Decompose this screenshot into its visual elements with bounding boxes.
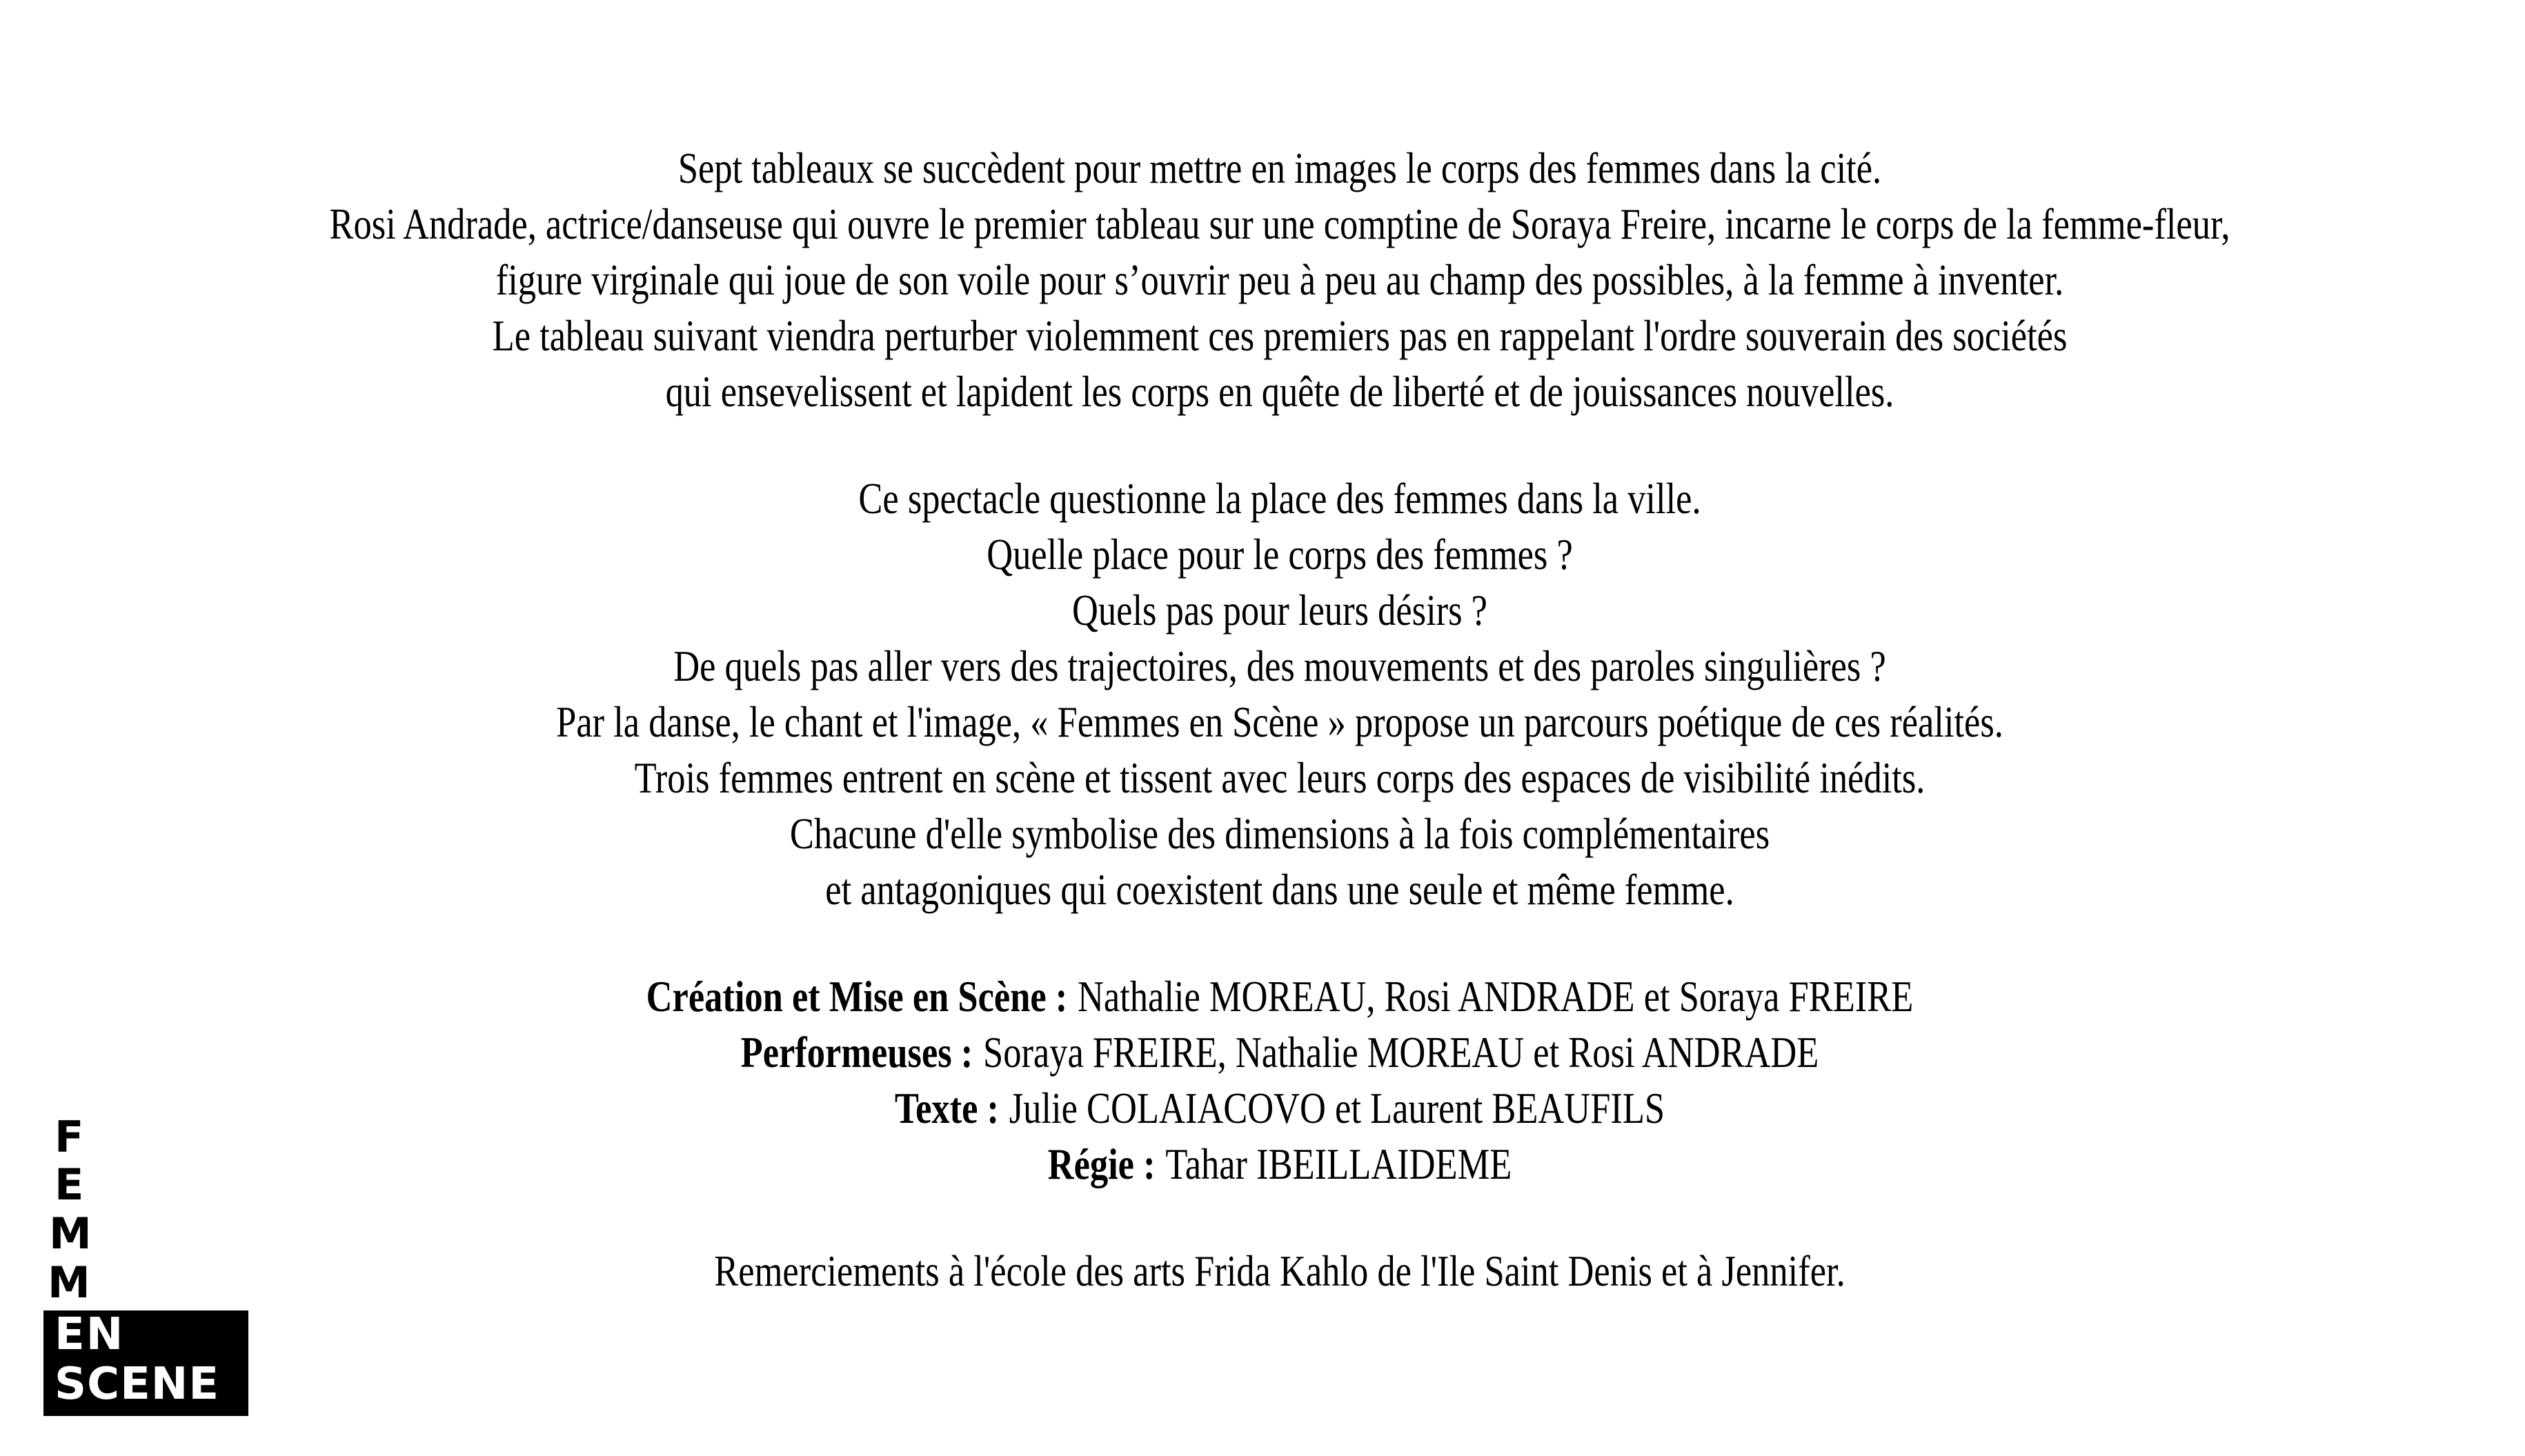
credit-value: Tahar IBEILLAIDEME bbox=[1165, 1139, 1512, 1188]
credit-label: Texte : bbox=[894, 1084, 999, 1133]
credits-block bbox=[287, 968, 2272, 1192]
text-line: qui ensevelissent et lapident les corps en quête de liberté et de jouissances nouvelles. bbox=[665, 367, 1894, 416]
credit-value: Julie COLAIACOVO et Laurent BEAUFILS bbox=[1009, 1084, 1665, 1133]
acknowledgement-block bbox=[287, 1243, 2272, 1299]
text-line: De quels pas aller vers des trajectoires, des mouvements et des paroles singulières ? bbox=[673, 641, 1886, 690]
credit-label: Création et Mise en Scène : bbox=[646, 972, 1068, 1021]
credit-line bbox=[287, 1024, 2272, 1080]
logo-letter-e: E bbox=[55, 1159, 84, 1210]
text-line: Quelle place pour le corps des femmes ? bbox=[987, 530, 1573, 579]
credit-label: Régie : bbox=[1047, 1139, 1156, 1188]
text-line: et antagoniques qui coexistent dans une seule et même femme. bbox=[825, 865, 1734, 914]
text-line: Sept tableaux se succèdent pour mettre en images le corps des femmes dans la cité. bbox=[677, 143, 1882, 192]
text-line: Le tableau suivant viendra perturber violemment ces premiers pas en rappelant l'ordre souverain des sociétés bbox=[492, 311, 2068, 360]
credit-line bbox=[287, 1136, 2272, 1192]
acknowledgement-line: Remerciements à l'école des arts Frida Kahlo de l'Ile Saint Denis et à Jennifer. bbox=[714, 1246, 1845, 1295]
text-line: Trois femmes entrent en scène et tissent avec leurs corps des espaces de visibilité inédits. bbox=[634, 753, 1925, 802]
credit-value: Soraya FREIRE, Nathalie MOREAU et Rosi ANDRADE bbox=[983, 1028, 1819, 1077]
credit-line bbox=[287, 968, 2272, 1024]
credit-value: Nathalie MOREAU, Rosi ANDRADE et Soraya FREIRE bbox=[1078, 972, 1914, 1021]
text-line: Ce spectacle questionne la place des femmes dans la ville. bbox=[858, 474, 1701, 523]
text-line: Chacune d'elle symbolise des dimensions à la fois complémentaires bbox=[789, 809, 1770, 858]
logo-letter-f: F bbox=[55, 1112, 84, 1162]
text-line: Par la danse, le chant et l'image, « Femmes en Scène » propose un parcours poétique de ces réalités. bbox=[556, 697, 2003, 746]
logo-letter-m2: M bbox=[48, 1257, 90, 1308]
questions-paragraph bbox=[287, 470, 2272, 917]
text-line: Rosi Andrade, actrice/danseuse qui ouvre le premier tableau sur une comptine de Soraya Freire, incarne le corps de la femme-fleur, bbox=[329, 199, 2230, 248]
logo-text-en: EN bbox=[55, 1309, 125, 1360]
logo-text-scene: SCENE bbox=[55, 1359, 220, 1410]
text-line: Quels pas pour leurs désirs ? bbox=[1072, 586, 1487, 635]
text-content bbox=[287, 140, 2272, 1299]
logo-box bbox=[43, 1310, 248, 1416]
femmes-en-scene-logo bbox=[43, 1112, 248, 1416]
text-line: figure virginale qui joue de son voile pour s’ouvrir peu à peu au champ des possibles, à la femme à inventer. bbox=[495, 255, 2064, 304]
credit-label: Performeuses : bbox=[740, 1028, 973, 1077]
intro-paragraph bbox=[287, 140, 2272, 419]
logo-letter-m1: M bbox=[49, 1208, 92, 1259]
credit-line bbox=[287, 1080, 2272, 1136]
